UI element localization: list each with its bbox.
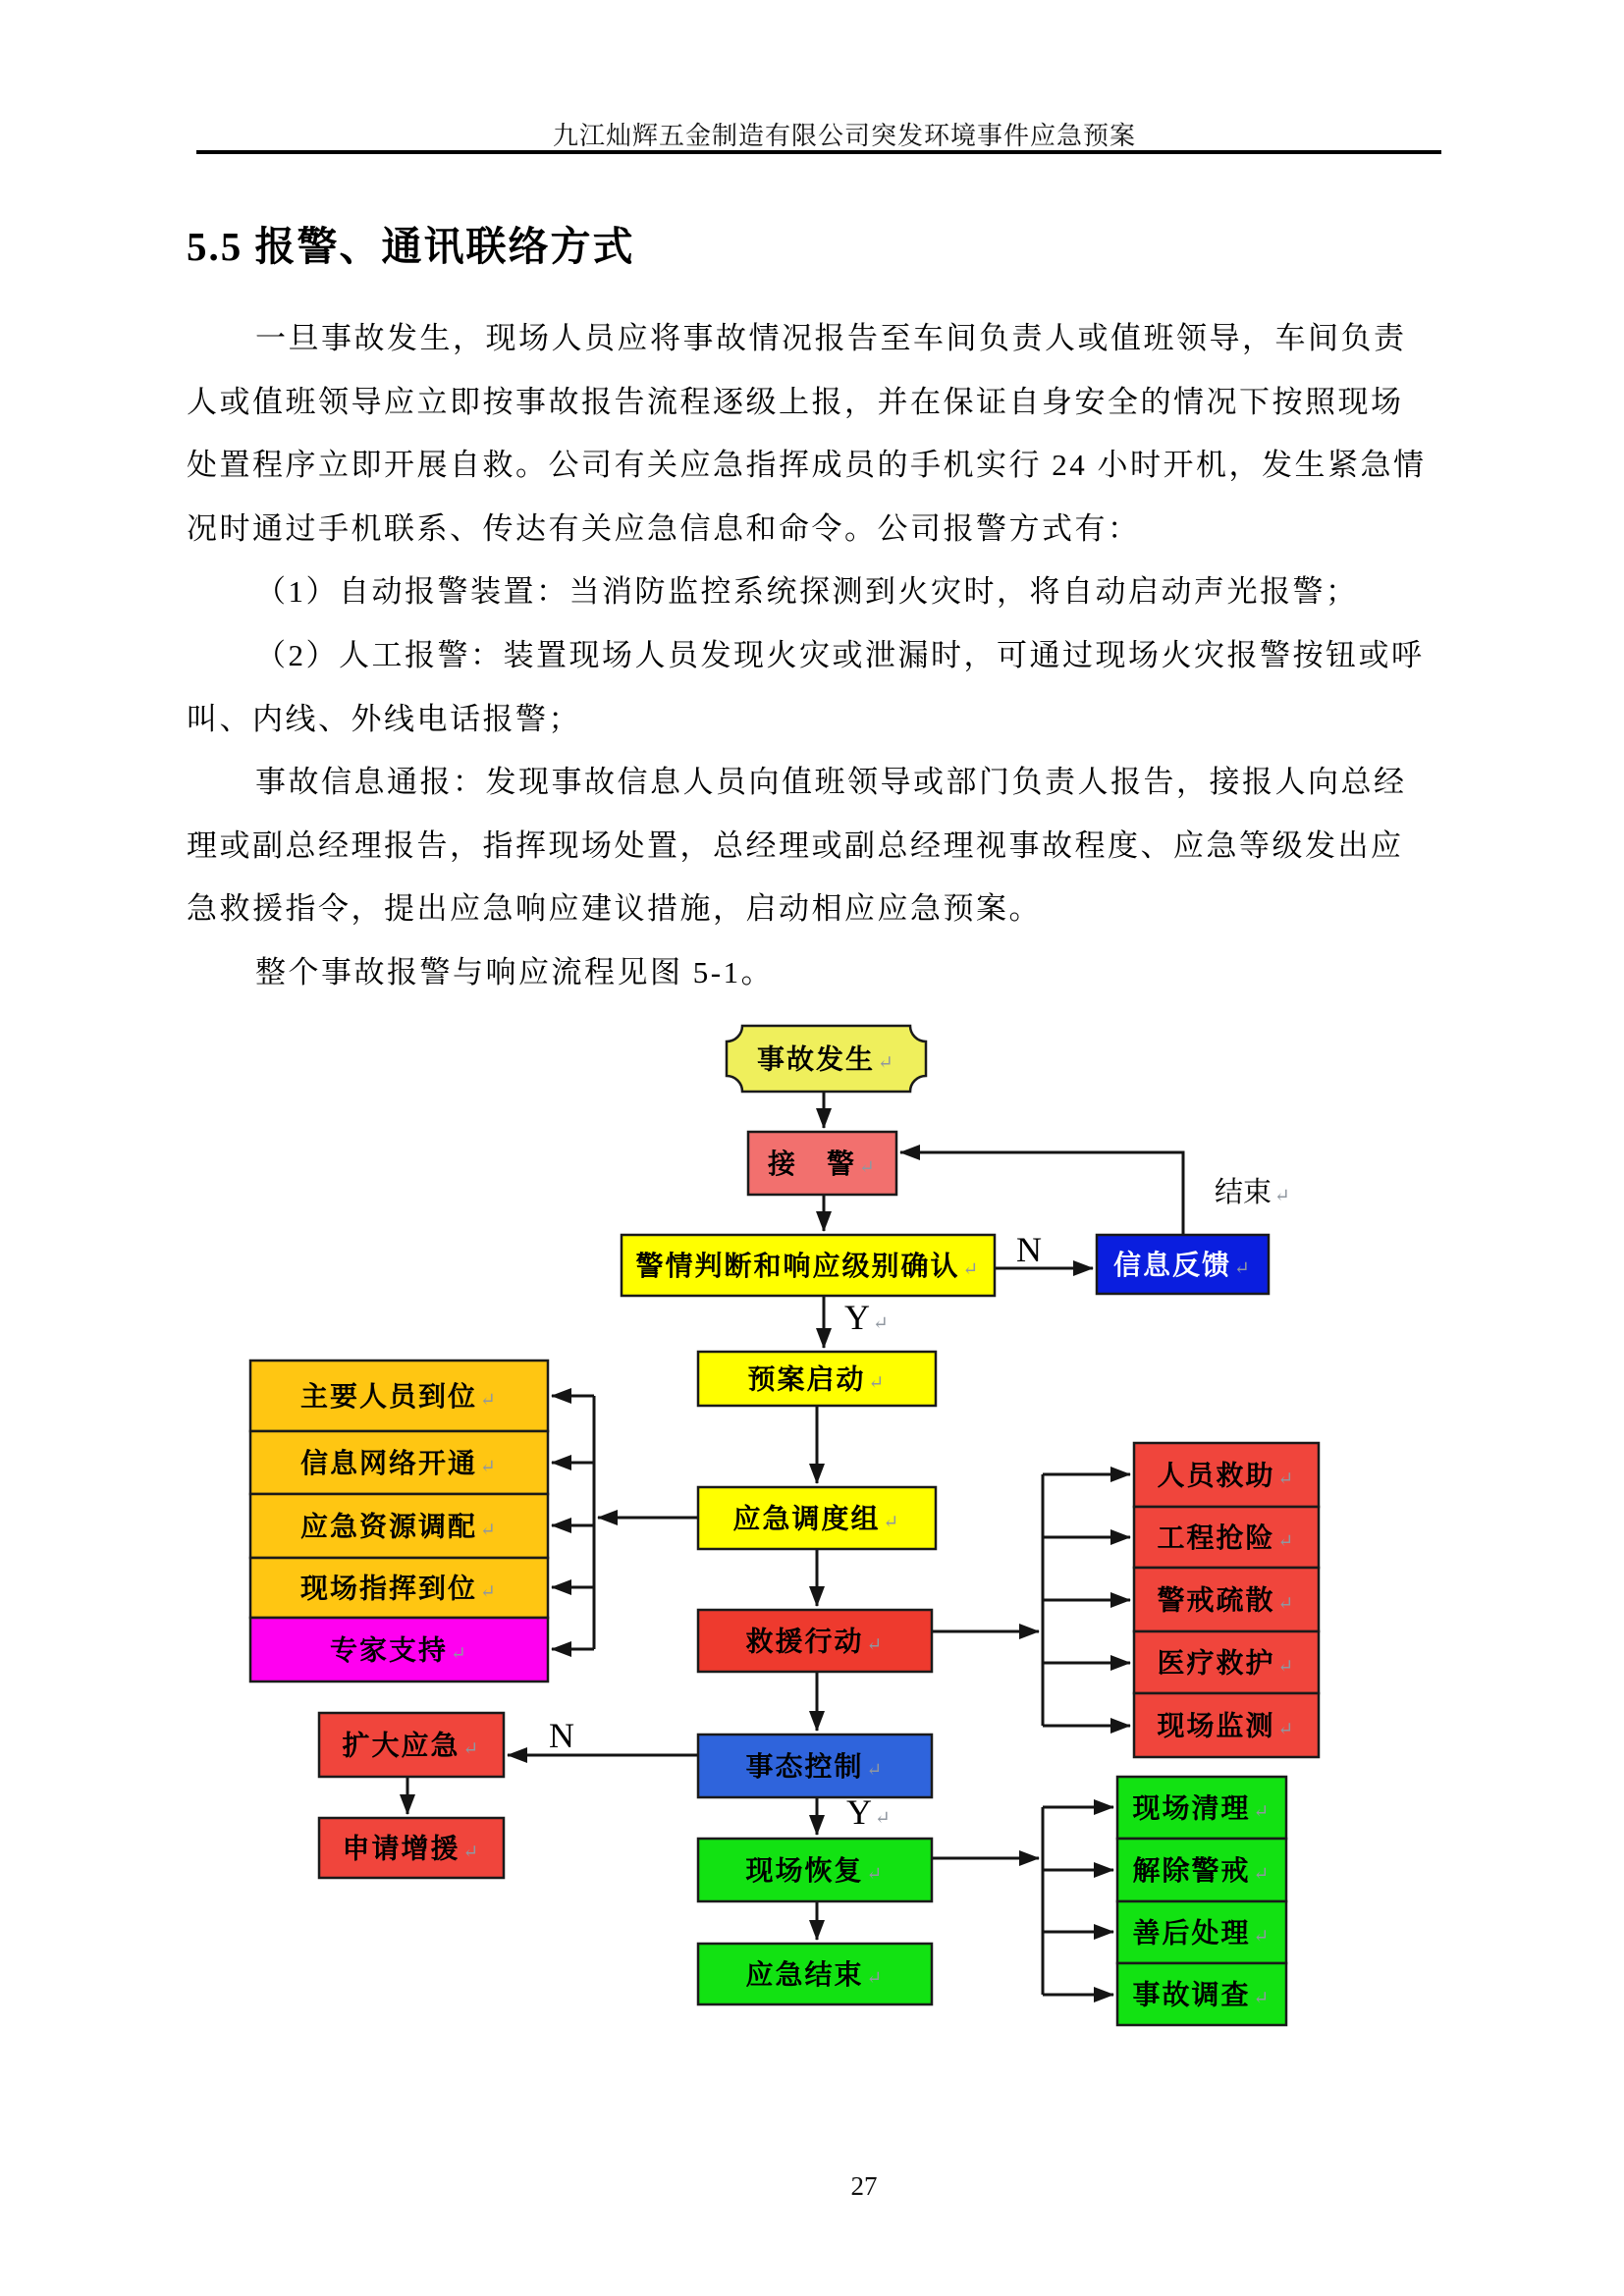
svg-text:现场监测↵: 现场监测 ↵ (1157, 1711, 1296, 1742)
paragraph-line: 处置程序立即开展自救。公司有关应急指挥成员的手机实行 24 小时开机，发生紧急情 (187, 448, 1427, 483)
paragraph-line: 事故信息通报：发现事故信息人员向值班领导或部门负责人报告，接报人向总经 (255, 765, 1407, 800)
flow-node-commander (250, 1558, 548, 1618)
svg-text:事态控制↵: 事态控制 ↵ (745, 1752, 885, 1783)
paragraph-line: 叫、内线、外线电话报警； (187, 701, 581, 736)
flow-node-monitor (1134, 1693, 1319, 1757)
flow-node-experts (250, 1618, 548, 1682)
svg-text:主要人员到位↵: 主要人员到位 ↵ (300, 1382, 498, 1413)
flow-node-accident (727, 1026, 926, 1092)
paragraph-line: 况时通过手机联系、传达有关应急信息和命令。公司报警方式有： (187, 510, 1141, 546)
svg-text:现场清理↵: 现场清理 ↵ (1132, 1793, 1272, 1825)
svg-text:工程抢险↵: 工程抢险 ↵ (1157, 1523, 1296, 1554)
paragraph-line: （1）自动报警装置：当消防监控系统探测到火灾时，将自动启动声光报警； (255, 574, 1359, 610)
svg-text:事故发生↵: 事故发生 ↵ (757, 1044, 895, 1076)
section-title: 5.5 报警、通讯联络方式 (187, 224, 635, 269)
flow-edge-label: Y ↵ (844, 1298, 889, 1337)
paragraph-line: 理或副总经理报告，指挥现场处置，总经理或副总经理视事故程度、应急等级发出应 (187, 828, 1404, 863)
svg-text:应急结束↵: 应急结束 ↵ (745, 1960, 885, 1991)
flow-node-rescue (698, 1610, 932, 1672)
paragraph-line: 整个事故报警与响应流程见图 5-1。 (255, 954, 775, 989)
svg-text:专家支持↵: 专家支持 ↵ (330, 1635, 468, 1667)
flow-node-recover (698, 1839, 932, 1901)
flow-edge-label: N (549, 1716, 574, 1755)
flow-edge-label: Y ↵ (846, 1792, 891, 1832)
svg-text:扩大应急↵: 扩大应急 ↵ (342, 1731, 481, 1762)
flow-node-info-net (250, 1431, 548, 1494)
flow-node-eng-rescue (1134, 1507, 1319, 1568)
svg-text:应急资源调配↵: 应急资源调配 ↵ (300, 1512, 498, 1543)
paragraph-line: 人或值班领导应立即按事故报告流程逐级上报，并在保证自身安全的情况下按照现场 (187, 384, 1404, 419)
page-header: 九江灿辉五金制造有限公司突发环境事件应急预案 (552, 122, 1136, 150)
svg-text:解除警戒↵: 解除警戒 ↵ (1132, 1856, 1272, 1887)
svg-text:事故调查↵: 事故调查 ↵ (1132, 1980, 1272, 2011)
flow-edge (900, 1152, 1183, 1235)
page-number: 27 (850, 2171, 878, 2201)
flow-node-end (698, 1944, 932, 2004)
svg-text:预案启动↵: 预案启动 ↵ (747, 1364, 887, 1396)
flow-edge-label: 结束 ↵ (1215, 1177, 1290, 1208)
svg-text:现场恢复↵: 现场恢复 ↵ (745, 1856, 885, 1887)
flow-node-cleanup (1117, 1777, 1286, 1839)
svg-text:接 警↵: 接 警 ↵ (768, 1149, 877, 1180)
paragraph-line: 一旦事故发生，现场人员应将事故情况报告至车间负责人或值班领导，车间负责 (255, 321, 1407, 355)
flow-node-judge (622, 1235, 995, 1296)
svg-text:救援行动↵: 救援行动 ↵ (745, 1627, 885, 1658)
flow-node-dispatch (698, 1487, 936, 1549)
flow-edge-label: N (1016, 1230, 1042, 1269)
flow-node-lift-alert (1117, 1839, 1286, 1901)
flow-node-receive (748, 1132, 896, 1195)
svg-text:善后处理↵: 善后处理 ↵ (1132, 1918, 1272, 1949)
flow-node-investigate (1117, 1963, 1286, 2025)
svg-text:警情判断和响应级别确认↵: 警情判断和响应级别确认 ↵ (635, 1252, 981, 1282)
flow-node-save-people (1134, 1443, 1319, 1507)
svg-text:医疗救护↵: 医疗救护 ↵ (1157, 1648, 1296, 1680)
flow-node-aftermath (1117, 1901, 1286, 1963)
svg-text:警戒疏散↵: 警戒疏散 ↵ (1157, 1585, 1296, 1617)
svg-text:信息网络开通↵: 信息网络开通 ↵ (300, 1449, 498, 1479)
svg-text:人员救助↵: 人员救助 ↵ (1157, 1461, 1296, 1492)
paragraph-line: 急救援指令，提出应急响应建议措施，启动相应应急预案。 (187, 891, 1042, 927)
flow-node-evacuate (1134, 1568, 1319, 1631)
flow-node-resources (250, 1494, 548, 1558)
flow-node-medical (1134, 1631, 1319, 1693)
svg-text:现场指挥到位↵: 现场指挥到位 ↵ (300, 1574, 498, 1605)
flow-node-reinforce (319, 1818, 504, 1878)
paragraph-line: （2）人工报警：装置现场人员发现火灾或泄漏时，可通过现场火灾报警按钮或呼 (255, 637, 1425, 672)
flow-node-control (698, 1735, 932, 1797)
svg-text:申请增援↵: 申请增援 ↵ (342, 1834, 481, 1865)
flow-node-plan-start (698, 1352, 936, 1406)
svg-text:信息反馈↵: 信息反馈 ↵ (1113, 1251, 1252, 1281)
flow-node-expand (319, 1713, 504, 1777)
svg-text:应急调度组↵: 应急调度组 ↵ (732, 1504, 901, 1535)
flow-node-feedback (1097, 1235, 1269, 1294)
flow-node-key-staff (250, 1361, 548, 1431)
